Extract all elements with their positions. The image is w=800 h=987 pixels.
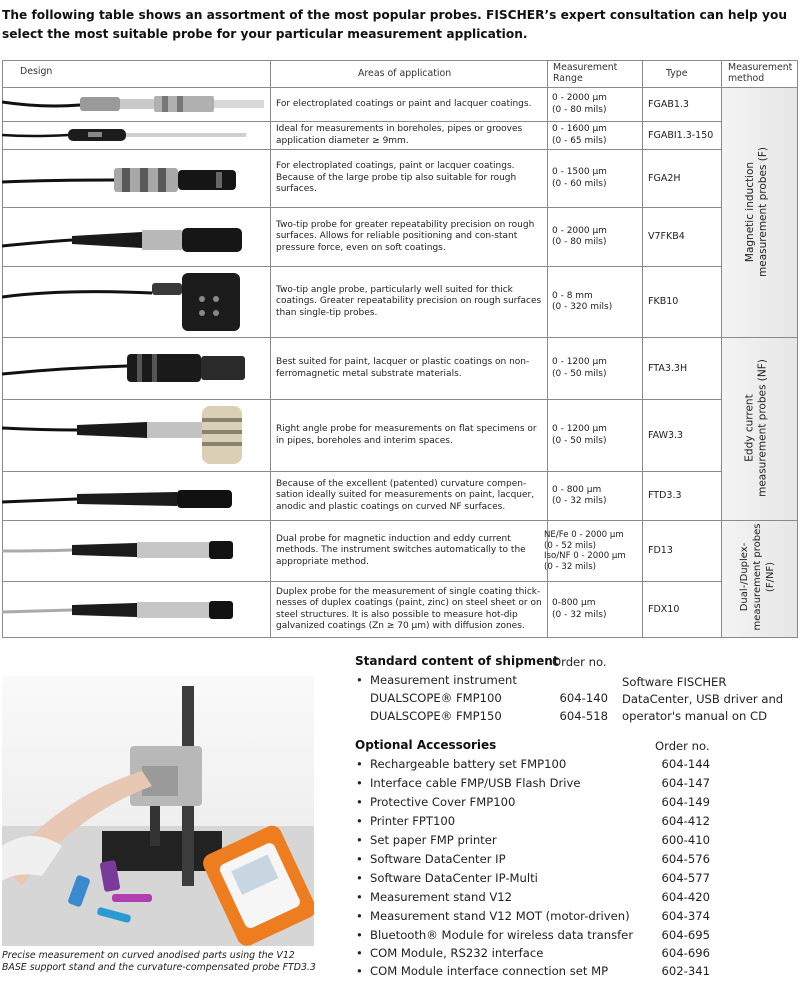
accessory-code: 604-577 <box>661 871 710 885</box>
row-range: 0 - 1200 µm (0 - 50 mils) <box>552 424 607 446</box>
row-type: FTD3.3 <box>648 490 682 502</box>
accessory-item: • Rechargeable battery set FMP100 <box>356 757 567 771</box>
optional-order-label: Order no. <box>655 739 710 753</box>
shipment-variant-code: 604-518 <box>559 709 608 723</box>
row-range: NE/Fe 0 - 2000 µm (0 - 52 mils) Iso/NF 0 - 2000 µm (0 - 32 mils) <box>544 530 626 572</box>
probe-image-fgab13 <box>2 88 270 121</box>
header-method: Measurement method <box>728 62 793 84</box>
accessory-item: • Measurement stand V12 <box>356 890 513 904</box>
accessory-code: 602-341 <box>661 964 710 978</box>
row-type: FD13 <box>648 545 673 557</box>
shipment-item: • Measurement instrument <box>356 673 517 687</box>
intro-text <box>2 6 798 44</box>
probe-image-fgabi13-150 <box>2 122 270 149</box>
probe-image-fd13 <box>2 521 270 581</box>
accessory-code: 600-410 <box>661 833 710 847</box>
shipment-variant-code: 604-140 <box>559 691 608 705</box>
probe-image-fta33h <box>2 338 270 399</box>
shipment-variant: DUALSCOPE® FMP150 <box>370 709 502 723</box>
header-range: Measurement Range <box>553 62 618 84</box>
probe-image-ftd33 <box>2 472 270 520</box>
row-type: FTA3.3H <box>648 362 688 374</box>
row-area: Dual probe for magnetic induction and eddy current methods. The instrument switches automatically to the appropriate method. <box>276 533 526 567</box>
accessory-code: 604-576 <box>661 852 710 866</box>
accessory-code: 604-147 <box>661 776 710 790</box>
row-range: 0 - 2000 µm (0 - 80 mils) <box>552 225 607 247</box>
shipment-variant: DUALSCOPE® FMP100 <box>370 691 502 705</box>
row-area: For electroplated coatings or paint and lacquer coatings. <box>276 98 532 109</box>
row-range: 0 - 1500 µm (0 - 60 mils) <box>552 167 607 189</box>
optional-title: Optional Accessories <box>355 738 497 752</box>
method-label-f: Magnetic induction measurement probes (F) <box>744 147 769 277</box>
accessory-item: • Software DataCenter IP <box>356 852 506 866</box>
accessory-code: 604-696 <box>661 946 710 960</box>
row-range: 0 - 800 µm (0 - 32 mils) <box>552 484 607 506</box>
shipment-title: Standard content of shipment <box>355 654 559 668</box>
row-type: FKB10 <box>648 296 679 308</box>
photo-caption: Precise measurement on curved anodised parts using the V12 BASE support stand and the curvature-compensated probe FTD3.3 <box>2 950 316 973</box>
row-range: 0 - 1600 µm (0 - 65 mils) <box>552 124 607 146</box>
method-label-fnf: Dual-/Duplex- measurement probes (F/NF) <box>739 523 776 631</box>
accessory-item: • Protective Cover FMP100 <box>356 795 516 809</box>
accessory-code: 604-420 <box>661 890 710 904</box>
row-type: FGAB1.3 <box>648 98 689 110</box>
accessory-code: 604-695 <box>661 928 710 942</box>
probe-table <box>2 60 798 638</box>
row-area: Best suited for paint, lacquer or plastic coatings on non-ferromagnetic metal substrate materials. <box>276 357 530 379</box>
accessory-item: • Set paper FMP printer <box>356 833 497 847</box>
accessory-code: 604-144 <box>661 757 710 771</box>
row-area: Because of the excellent (patented) curvature compen-sation ideally suited for measurements on paint, lacquer, anodic and plastic coatings on curved NF surfaces. <box>276 478 535 512</box>
accessory-item: • Interface cable FMP/USB Flash Drive <box>356 776 581 790</box>
row-type: FAW3.3 <box>648 429 684 441</box>
probe-image-v7fkb4 <box>2 208 270 266</box>
shipment-note: Software FISCHER DataCenter, USB driver and operator's manual on CD <box>622 675 784 723</box>
shipment-order-label: Order no. <box>552 655 607 669</box>
header-design: Design <box>20 66 53 77</box>
accessory-item: • COM Module interface connection set MP <box>356 964 609 978</box>
accessory-item: • Printer FPT100 <box>356 814 456 828</box>
accessory-code: 604-412 <box>661 814 710 828</box>
row-type: FDX10 <box>648 603 680 615</box>
probe-image-fga2h <box>2 150 270 207</box>
row-type: V7FKB4 <box>648 231 685 243</box>
accessory-code: 604-149 <box>661 795 710 809</box>
probe-image-fdx10 <box>2 582 270 637</box>
row-area: Right angle probe for measurements on flat specimens or in pipes, boreholes and interim spaces. <box>276 424 537 446</box>
accessory-item: • Bluetooth® Module for wireless data transfer <box>356 928 634 942</box>
row-type: FGABI1.3-150 <box>648 129 714 141</box>
product-photo <box>2 676 314 946</box>
probe-image-faw33 <box>2 400 270 471</box>
method-label-nf: Eddy current measurement probes (NF) <box>743 359 769 497</box>
row-range: 0 - 2000 µm (0 - 80 mils) <box>552 93 607 115</box>
row-area: Two-tip probe for greater repeatability precision on rough surfaces. Allows for reliable positioning and con-stant pressure force, even on soft coatings. <box>276 219 535 253</box>
row-range: 0 - 8 mm (0 - 320 mils) <box>552 290 613 312</box>
header-type: Type <box>666 68 688 79</box>
accessory-code: 604-374 <box>661 909 710 923</box>
accessory-item: • Measurement stand V12 MOT (motor-driven) <box>356 909 630 923</box>
header-areas: Areas of application <box>358 68 452 79</box>
row-type: FGA2H <box>648 172 681 184</box>
probe-image-fkb10 <box>2 267 270 337</box>
intro-line-1: The following table shows an assortment of the most popular probes. FISCHER’s expert consultation can help you <box>2 8 787 22</box>
row-area: For electroplated coatings, paint or lacquer coatings. Because of the large probe tip also suitable for rough surfaces. <box>276 161 517 195</box>
row-area: Two-tip angle probe, particularly well suited for thick coatings. Greater repeatability precision on rough surfaces than single-tip probes. <box>276 284 542 318</box>
row-range: 0 - 1200 µm (0 - 50 mils) <box>552 357 607 379</box>
accessory-item: • COM Module, RS232 interface <box>356 946 544 960</box>
intro-line-2: select the most suitable probe for your particular measurement application. <box>2 27 528 41</box>
accessory-item: • Software DataCenter IP-Multi <box>356 871 538 885</box>
row-area: Duplex probe for the measurement of single coating thick-nesses of duplex coatings (paint, zinc) on steel sheet or on steel structures. It is also possible to measure hot-dip galvanized coatings (Zn ≥ 70 µm) with diffusion zones. <box>276 586 542 631</box>
row-area: Ideal for measurements in boreholes, pipes or grooves application diameter ≥ 9mm. <box>276 124 523 146</box>
row-range: 0-800 µm (0 - 32 mils) <box>552 598 607 620</box>
